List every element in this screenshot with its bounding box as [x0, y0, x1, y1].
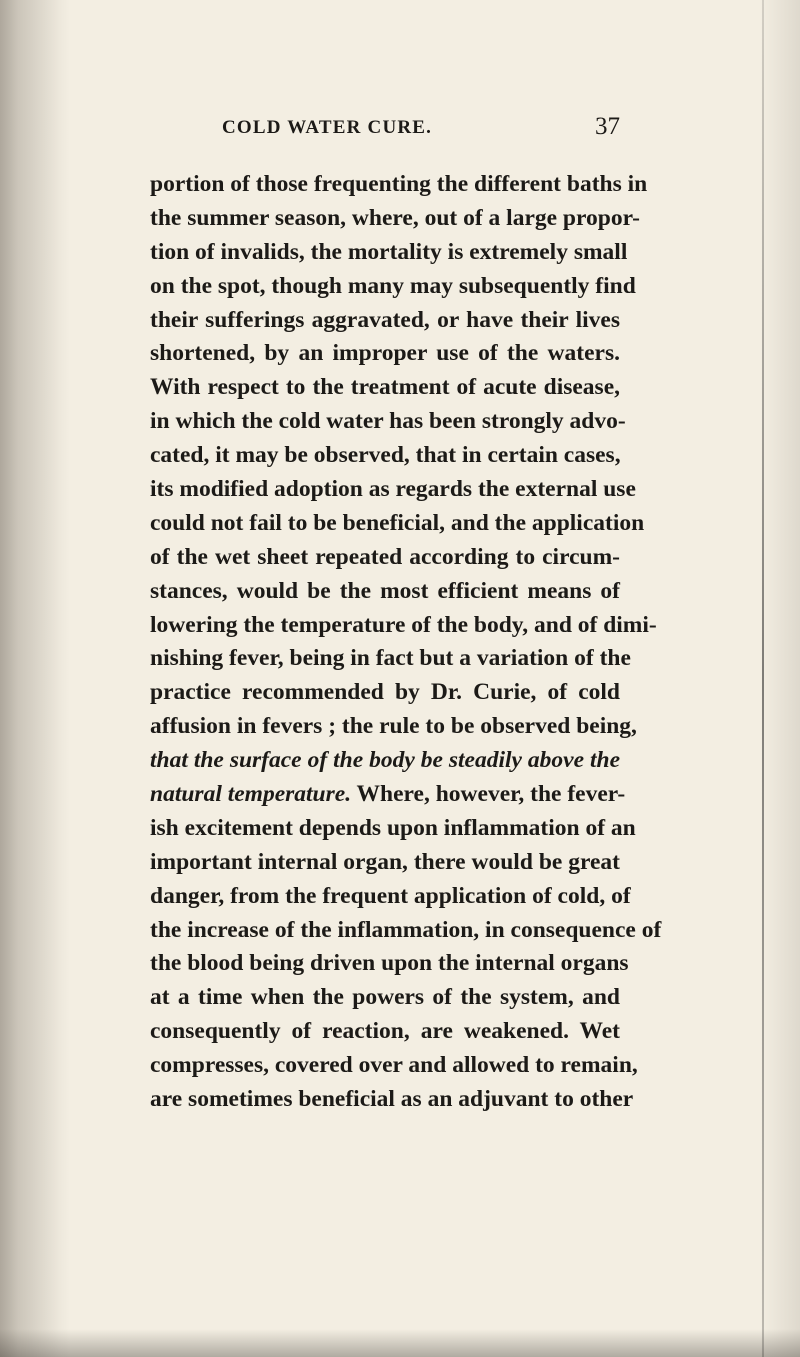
- page-gutter-shadow: [0, 0, 70, 1357]
- text-line: the summer season, where, out of a large propor-: [150, 204, 640, 231]
- mixed-text-line: [150, 778, 626, 812]
- text-line: their sufferings aggravated, or have their lives: [150, 306, 620, 333]
- text-line: are sometimes beneficial as an adjuvant to other: [150, 1086, 634, 1113]
- text-line: important internal organ, there would be great: [150, 848, 620, 875]
- text-line: nishing fever, being in fact but a variation of the: [150, 645, 631, 672]
- text-line: practice recommended by Dr. Curie, of cold: [150, 679, 620, 706]
- text-line: tion of invalids, the mortality is extremely small: [150, 238, 628, 265]
- text-line: ish excitement depends upon inflammation of an: [150, 814, 636, 841]
- text-line: the increase of the inflammation, in consequence of: [150, 916, 662, 943]
- italic-phrase: natural temperature.: [150, 781, 352, 808]
- text-line: stances, would be the most efficient means of: [150, 577, 620, 604]
- running-head: [222, 113, 620, 143]
- text-line: affusion in fevers ; the rule to be observed being,: [150, 713, 637, 740]
- page-edge: [762, 0, 764, 1357]
- body-paragraph: [150, 168, 662, 1117]
- text-line: compresses, covered over and allowed to remain,: [150, 1052, 638, 1079]
- text-line: consequently of reaction, are weakened. Wet: [150, 1018, 620, 1045]
- text-line: on the spot, though many may subsequently find: [150, 272, 636, 299]
- text-line: With respect to the treatment of acute disease,: [150, 374, 620, 401]
- text-line: the blood being driven upon the internal organs: [150, 950, 629, 977]
- text-line: cated, it may be observed, that in certain cases,: [150, 442, 621, 469]
- text-fragment: Where, however, the fever-: [351, 781, 626, 808]
- text-line: at a time when the powers of the system, and: [150, 984, 620, 1011]
- text-line: of the wet sheet repeated according to circum-: [150, 543, 620, 570]
- running-title: COLD WATER CURE.: [222, 117, 433, 138]
- text-line: could not fail to be beneficial, and the application: [150, 509, 645, 536]
- text-line: danger, from the frequent application of cold, of: [150, 882, 631, 909]
- text-line: portion of those frequenting the different baths in: [150, 171, 648, 197]
- italic-text-line: that the surface of the body be steadily above the: [150, 747, 620, 774]
- text-line: its modified adoption as regards the external use: [150, 476, 636, 503]
- page-bottom-shadow: [0, 1329, 800, 1357]
- text-line: shortened, by an improper use of the waters.: [150, 340, 620, 367]
- text-line: lowering the temperature of the body, and of dimi-: [150, 611, 657, 638]
- text-line: in which the cold water has been strongly advo-: [150, 408, 626, 435]
- page-number: 37: [595, 113, 620, 140]
